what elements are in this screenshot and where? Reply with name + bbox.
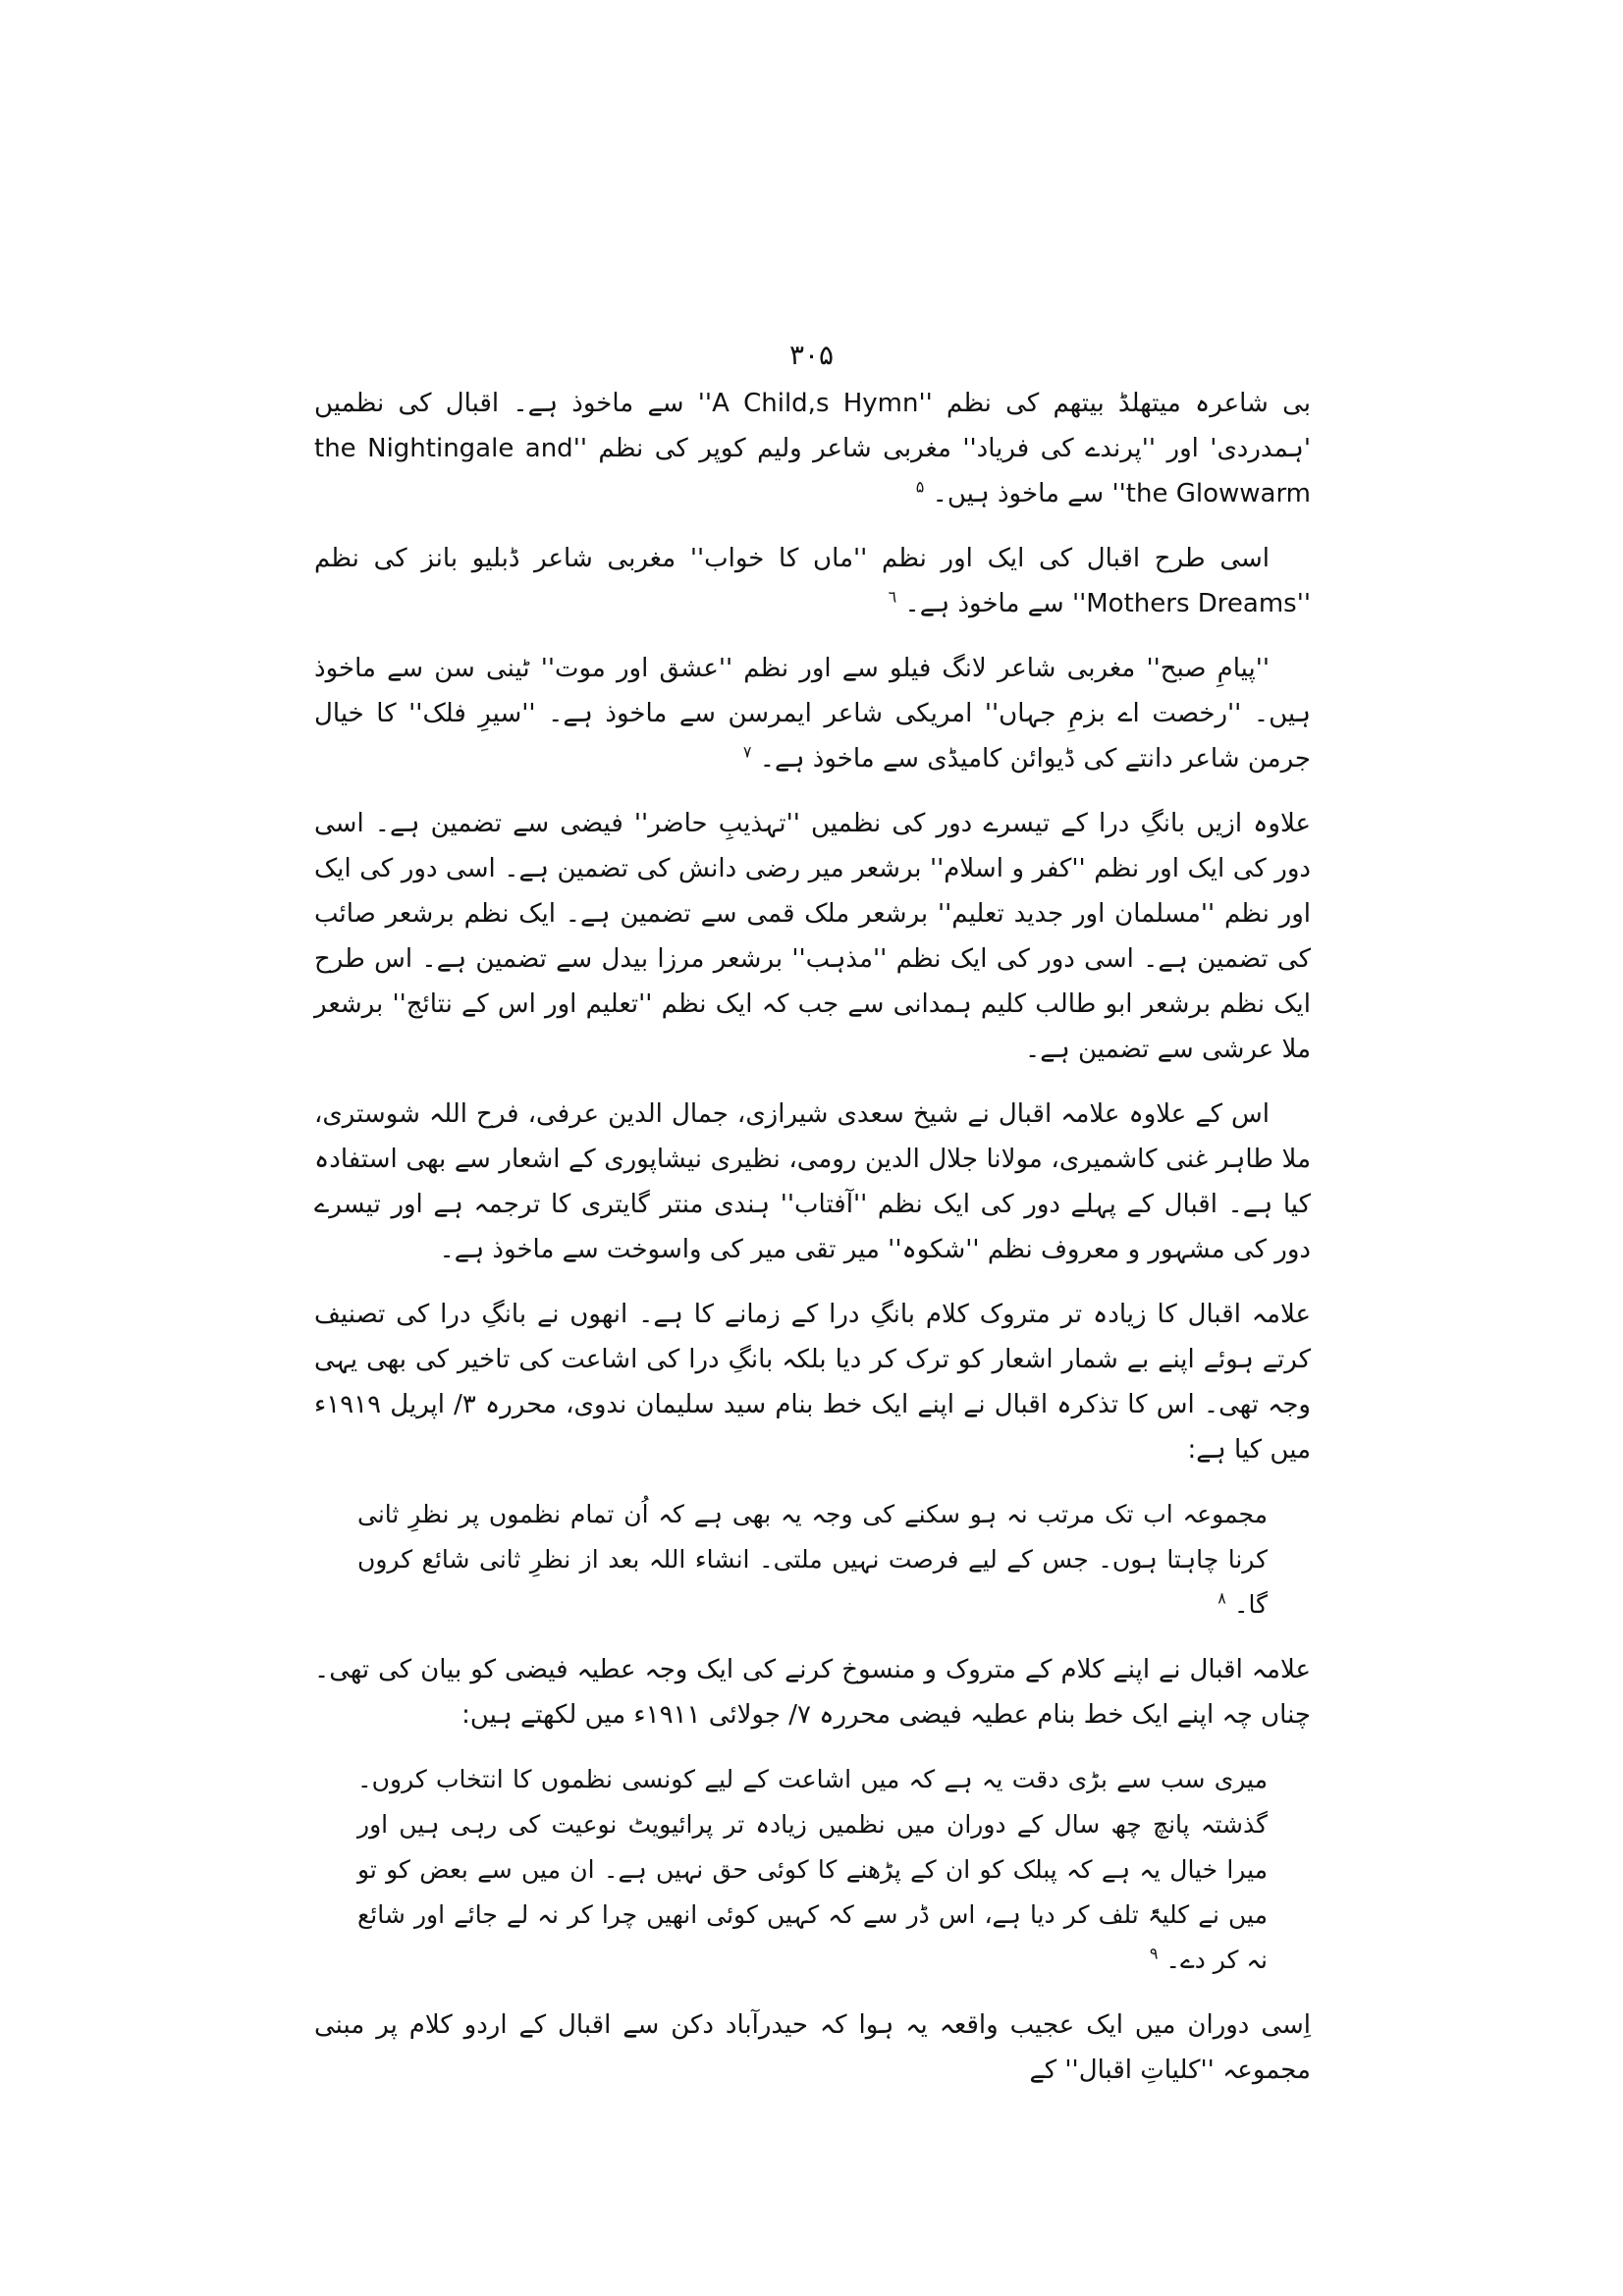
footnote-marker: ۹ [1149,1944,1159,1963]
quote-text: مجموعہ اب تک مرتب نہ ہو سکنے کی وجہ یہ بھی ہے کہ اُن تمام نظموں پر نظرِ ثانی کرنا چاہتا ہوں۔ جس کے لیے فرصت نہیں ملتی۔ انشاء اللہ بعد از نظرِ ثانی شائع کروں گا۔ [357,1500,1268,1619]
paragraph-text: علاوہ ازیں بانگِ درا کے تیسرے دور کی نظمیں ''تہذیبِ حاضر'' فیضی سے تضمین ہے۔ اسی دور کی ایک اور نظم ''کفر و اسلام'' برشعر میر رضی دانش کی تضمین ہے۔ اسی دور کی ایک اور نظم ''مسلمان اور جدید تعلیم'' برشعر ملک قمی سے تضمین ہے۔ ایک نظم برشعر صائب کی تضمین ہے۔ اسی دور کی ایک نظم ''مذہب'' برشعر مرزا بیدل سے تضمین ہے۔ اس طرح ایک نظم برشعر ابو طالب کلیم ہمدانی سے جب کہ ایک نظم ''تعلیم اور اس کے نتائج'' برشعر ملا عرشی سے تضمین ہے۔ [314,809,1311,1064]
footnote-marker: ٧ [742,742,752,762]
paragraph-persian-poets [314,1092,1311,1272]
paragraph-tazmeen [314,801,1311,1072]
paragraph-text: ''پیامِ صبح'' مغربی شاعر لانگ فیلو سے اور نظم ''عشق اور موت'' ٹینی سن سے ماخوذ ہیں۔ ''رخصت اے بزمِ جہاں'' امریکی شاعر ایمرسن سے ماخوذ ہے۔ ''سیرِ فلک'' کا خیال جرمن شاعر دانتے کی ڈیوائن کامیڈی سے ماخوذ ہے۔ [314,654,1311,774]
footnote-marker: ۸ [1217,1588,1226,1608]
quote-text: میری سب سے بڑی دقت یہ ہے کہ میں اشاعت کے لیے کونسی نظموں کا انتخاب کروں۔ گذشتہ پانچ چھ سال کے دوران میں نظمیں زیادہ تر پرائیویٹ نوعیت کی رہی ہیں اور میرا خیال یہ ہے کہ پبلک کو ان کے پڑھنے کا کوئی حق نہیں ہے۔ ان میں سے بعض کو تو میں نے کلیۃً تلف کر دیا ہے، اس ڈر سے کہ کہیں کوئی انھیں چرا کر نہ لے جائے اور شائع نہ کر دے۔ [357,1765,1268,1974]
paragraph-hyderabad-kulliyat [314,2002,1311,2093]
paragraph-atiya-faizi [314,1647,1311,1737]
page-body [314,381,1311,2112]
paragraph-mothers-dreams [314,536,1311,626]
paragraph-text: علامہ اقبال کا زیادہ تر متروک کلام بانگِ درا کے زمانے کا ہے۔ انھوں نے بانگِ درا کی تصنیف کرتے ہوئے اپنے بے شمار اشعار کو ترک کر دیا بلکہ بانگِ درا کی اشاعت کی تاخیر کی بھی یہی وجہ تھی۔ اس کا تذکرہ اقبال نے اپنے ایک خط بنام سید سلیمان ندوی، محررہ ۳/ اپریل ۱۹۱۹ء میں کیا ہے: [314,1300,1311,1465]
page-number: ۳۰۵ [788,339,835,371]
paragraph-payam-e-subh [314,646,1311,781]
paragraph-text: اسی طرح اقبال کی ایک اور نظم ''ماں کا خواب'' مغربی شاعر ڈبلیو بانز کی نظم ''Mothers Dreams'' سے ماخوذ ہے۔ [314,544,1311,618]
block-quote-sulaiman-nadvi [357,1492,1268,1628]
paragraph-text: اِسی دوران میں ایک عجیب واقعہ یہ ہوا کہ حیدرآباد دکن سے اقبال کے اردو کلام پر مبنی مجموعہ ''کلیاتِ اقبال'' کے [314,2010,1311,2085]
paragraph-text: علامہ اقبال نے اپنے کلام کے متروک و منسوخ کرنے کی ایک وجہ عطیہ فیضی کو بیان کی تھی۔ چناں چہ اپنے ایک خط بنام عطیہ فیضی محررہ ۷/ جولائی ۱۹۱۱ء میں لکھتے ہیں: [314,1655,1311,1730]
paragraph-matrook-kalam [314,1292,1311,1472]
footnote-marker: ٦ [888,587,897,607]
paragraph-text: اس کے علاوہ علامہ اقبال نے شیخ سعدی شیرازی، جمال الدین عرفی، فرح اللہ شوستری، ملا طاہر غنی کاشمیری، مولانا جلال الدین رومی، نظیری نیشاپوری کے اشعار سے بھی استفادہ کیا ہے۔ اقبال کے پہلے دور کی ایک نظم ''آفتاب'' ہندی منتر گایتری کا ترجمہ ہے اور تیسرے دور کی مشہور و معروف نظم ''شکوہ'' میر تقی میر کی واسوخت سے ماخوذ ہے۔ [314,1099,1311,1264]
paragraph-text: بی شاعرہ میتھلڈ بیتھم کی نظم ''A Child,s Hymn'' سے ماخوذ ہے۔ اقبال کی نظمیں 'ہمدردی' اور ''پرندے کی فریاد'' مغربی شاعر ولیم کوپر کی نظم ''the Nightingale and the Glowwarm'' سے ماخوذ ہیں۔ [314,389,1312,508]
block-quote-atiya-faizi [357,1757,1268,1983]
footnote-marker: ۵ [915,477,925,497]
paragraph-western-sources [314,381,1311,516]
